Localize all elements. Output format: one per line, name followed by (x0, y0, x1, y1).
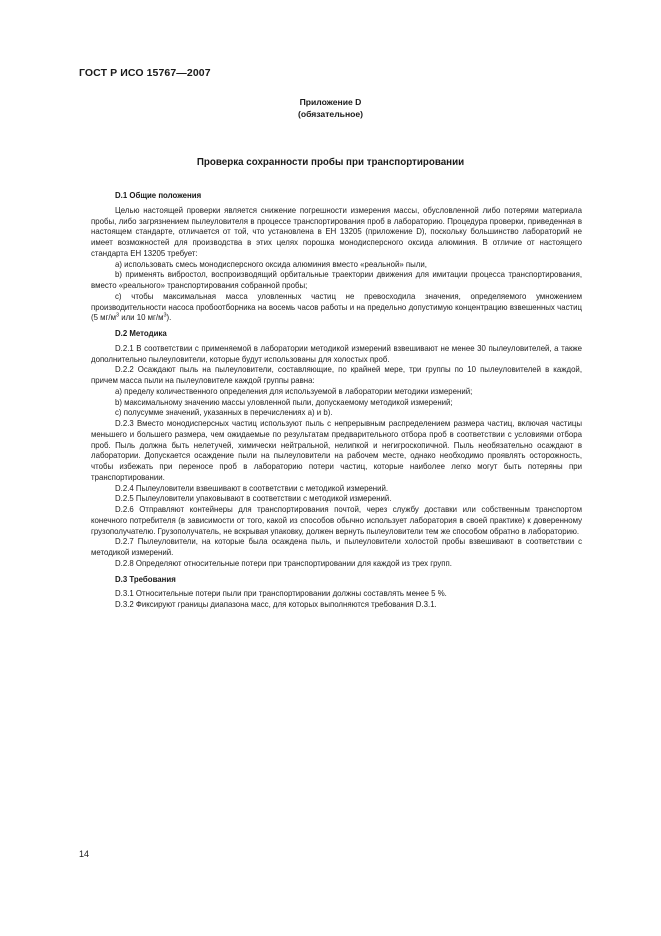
paragraph: D.2.1 В соответствии с применяемой в лаборатории методикой измерений взвешивают не менее 30 пылеуловителей, а также дополнительно пылеуловители, которые будут использованы для холостых проб. (91, 343, 582, 364)
list-item: с) полусумме значений, указанных в перечислениях а) и b). (115, 408, 333, 418)
paragraph: D.2.7 Пылеуловители, на которые была осаждена пыль, и пылеуловители холостой пробы взвешивают в соответствии с методикой измерений. (91, 537, 582, 557)
annex-number: Приложение D (299, 97, 362, 107)
list-item-text: ). (166, 313, 172, 323)
list-item-text: или 10 мг/м (119, 313, 164, 323)
list-item: а) пределу количественного определения для используемой в лаборатории методики измерений; (115, 386, 473, 396)
paragraph: D.2.2 Осаждают пыль на пылеуловители, составляющие, по крайней мере, три группы по 10 пылеуловителей в каждой, причем масса пыли на пылеуловителе каждой группы равна: (91, 365, 582, 385)
standard-designation: ГОСТ Р ИСО 15767—2007 (79, 67, 211, 79)
paragraph: D.3.1 Относительные потери пыли при транспортировании должны составлять менее 5 %. (115, 589, 447, 599)
annex-status: (обязательное) (297, 109, 364, 119)
section-heading-d2: D.2 Методика (115, 329, 167, 338)
paragraph: Целью настоящей проверки является снижение погрешности измерения массы, обусловленной либо потерями материала пробы, либо загрязнением пылеуловителя в процессе транспортирования проб в лабораторию. Процедура проверки, приведенная в настоящем стандарте, отличается от той, что установлена в ЕН 13205 (приложение D), поскольку большинство лабораторий не имеет возможностей для производства в этих целях порошка монодисперсного оксида алюминия. В отличие от настоящего стандарта ЕН 13205 требует: (91, 205, 582, 258)
document-body (91, 188, 582, 611)
list-item: b) применять вибростол, воспроизводящий орбитальные траектории движения для имитации процесса транспортирования, вместо «реального» транспортирования собранной пробы; (91, 270, 582, 290)
paragraph: D.2.6 Отправляют контейнеры для транспортирования почтой, через службу доставки или собственным транспортом конечного потребителя (в зависимости от того, какой из способов обычно использует лаборатория в своей практике) к доверенному грузополучателю. Грузополучатель, не вскрывая упаковку, должен вернуть пылеуловители тем же способом обратно в лабораторию. (91, 505, 582, 536)
paragraph: D.2.4 Пылеуловители взвешивают в соответствии с методикой измерений. (115, 483, 389, 493)
annex-heading (79, 96, 582, 120)
list-item-text: с) чтобы максимальная масса уловленных частиц не превосходила значения, определяемого умножением производительности насоса пробоотборника на восемь часов работы и на предельно допустимую концентрацию взвешенных частиц (5 мг/м (91, 291, 582, 323)
list-item (91, 292, 582, 324)
superscript: 3 (115, 312, 120, 319)
paragraph: D.2.8 Определяют относительные потери при транспортировании для каждой из трех групп. (115, 558, 452, 568)
list-item: а) использовать смесь монодисперсного оксида алюминия вместо «реальной» пыли, (115, 259, 427, 269)
section-heading-d1: D.1 Общие положения (115, 191, 202, 200)
superscript: 3 (163, 312, 167, 319)
paragraph: D.2.5 Пылеуловители упаковывают в соответствии с методикой измерений. (115, 494, 392, 504)
paragraph: D.2.3 Вместо монодисперсных частиц используют пыль с непрерывным распределением размера частиц, включая частицы меньшего и большего размера, чем ожидаемые по результатам предварительного отбора проб в соответствии с условиями отбора проб. Пыль должна быть нелетучей, химически нейтральной, нелипкой и негигроскопичной. Пыль необязательно осаждают в лаборатории. Допускается осаждение пыли на пылеуловители на рабочем месте, однако необходимо проявлять осторожность, чтобы избежать при переносе проб в лабораторию потери частиц, которые наиболее легко могут быть потеряны при транспортировании. (91, 419, 582, 482)
section-heading-d3: D.3 Требования (115, 574, 176, 584)
paragraph: D.3.2 Фиксируют границы диапазона масс, для которых выполняются требования D.3.1. (115, 600, 437, 609)
annex-title: Проверка сохранности пробы при транспортировании (196, 157, 465, 168)
page-number: 14 (79, 849, 90, 859)
list-item: b) максимальному значению массы уловленной пыли, допускаемому методикой измерений; (115, 397, 453, 407)
